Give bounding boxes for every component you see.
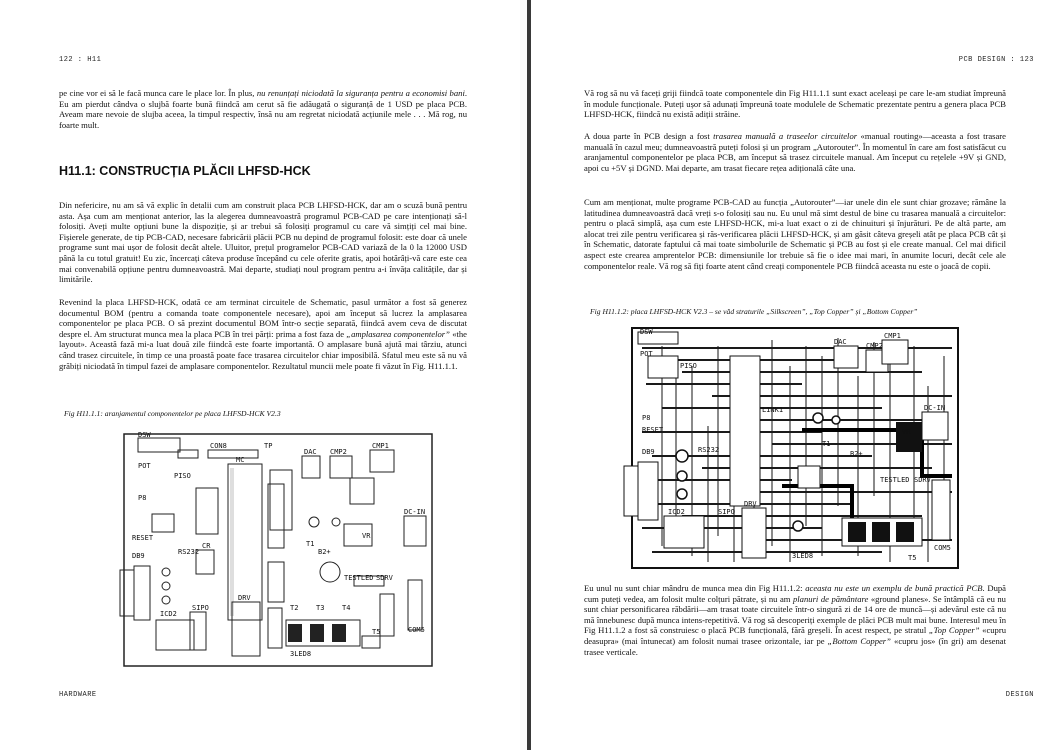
board-label: DC-IN	[404, 508, 426, 516]
intro-paragraph	[59, 88, 467, 130]
text-run: «the layout». Această fază mi-a luat două zile fiindcă este foarte importantă. O amplasare bună ajută mai târziu, atunci când trasez circuitele, în timp ce una proastă poate face trasarea circuitelor chiar imposibilă. Sfatul meu este să nu vă grăbiți niciodată în timpul fazei de amplasare componentelor. Rezultatul muncii mele poate fi văzut în Fig. H11.1.1.	[59, 328, 467, 371]
board-label: DSW	[138, 431, 151, 439]
pcb-layout-figure	[118, 430, 438, 670]
board-label: SIPO	[718, 508, 735, 516]
board-label: 3LED8	[290, 650, 312, 658]
board-label: T3	[316, 604, 325, 612]
emphasis-text: planuri de pământare	[793, 593, 869, 604]
board-label: T1	[822, 440, 831, 448]
body-paragraph-3	[59, 297, 467, 371]
emphasis-text: „amplasarea componentelor”	[346, 328, 450, 339]
figure-caption-1: Fig H11.1.1: aranjamentul componentelor pe placa LHFSD-HCK V2.3	[64, 409, 281, 418]
board-label: TP	[264, 442, 273, 450]
board-label: PISO	[174, 472, 191, 480]
board-label: SDRV	[376, 574, 393, 582]
page-footer-left: HARDWARE	[59, 691, 97, 699]
left-page	[0, 0, 527, 750]
board-label: 3LED8	[792, 552, 814, 560]
right-page	[531, 0, 1059, 750]
body-paragraph-1: Vă rog să nu vă faceți griji fiindcă toate componentele din Fig H11.1.1 sunt exact aceleași pe care le-am studiat împreună în module funcționale. Puteți ușor să adunați împreună toate modulele de Schematic prezentate pentru a genera placa PCB LHFSD-HCK, fiindcă nu există adiții străine.	[584, 88, 1006, 120]
board-label: T5	[372, 628, 381, 636]
board-label: DRV	[238, 594, 251, 602]
text-run: «manual routing»—aceasta a fost trasare manuală în cazul meu; dumneavoastră puteți folosi și un program „Autorouter”. În momentul în care am fost satisfăcut cu aranjamentul componentelor pe placa PCB, am început să trasez circuitele manual. Am început cu rețelele +9V și GND, apoi cu +5V și DGND. Mai departe, am trasat fiecare rețea adițională câte una.	[584, 131, 1006, 173]
board-label: CMP2	[866, 342, 883, 350]
board-label: POT	[138, 462, 151, 470]
board-label: MC	[236, 456, 245, 464]
emphasis-text: nu renunțați niciodată la siguranța pentru a economisi bani	[256, 88, 465, 98]
body-paragraph-2	[584, 131, 1006, 173]
emphasis-text: aceasta nu este un exemplu de bună practică PCB	[805, 583, 983, 593]
board-label: DC-IN	[924, 404, 946, 412]
board-label: VR	[902, 428, 911, 436]
text-run: . Eu am pierdut cândva o slujbă foarte bună fiindcă am cerut să fie adăugată o siguranță de 1 USD pe placa PCB. Aveam mare nevoie de slujba aceea, la timpul respectiv, însă nu am regretat niciodată acțiunile mele . . . Mă rog, nu foarte mult.	[59, 88, 467, 130]
text-run: «cupru jos» (în gri) am desenat trasee verticale.	[584, 635, 1006, 657]
text-run: Eu unul nu sunt chiar mândru de munca mea din Fig H11.1.2:	[584, 583, 806, 593]
board-label: CR	[202, 542, 211, 550]
board-label: DAC	[304, 448, 317, 456]
text-run: pe cine vor ei să le facă munca care le place lor. În plus,	[59, 88, 257, 98]
body-paragraph-3: Cum am menționat, multe programe PCB-CAD au funcția „Autorouter”—iar unele din ele sunt chiar grozave; rămâne la latitudinea dumneavoastră dacă vreți s-o folosiți sau nu. Eu unul mă simt destul de bine cu trasarea manuală a circuitelor: pentru o placă simplă, așa cum este LHFSD-HCK, mi-a luat exact o zi de chinuituri și înjurături. Pe de altă parte, am alocat trei zile pentru verificarea și răs-verificarea plăcii LHFSD-HCK, și am găsit câteva greșeli atât pe placa PCB cât și în Schematic, datorate faptului că mai toate simbolurile de Schematic și PCB au fost și ele create manual. Cel mai dificil aspect este crearea amprentelor PCB: dimensiunile lor trebuie să fie o idee mai mari, în anumite locuri, decât cele ale componentelor reale. Vă rog să fiți foarte atent când creați componentele PCB fiindcă aceasta nu este o joacă de copii.	[584, 197, 1006, 271]
board-label: PISO	[680, 362, 697, 370]
body-paragraph-4	[584, 583, 1006, 657]
board-label: SIPO	[192, 604, 209, 612]
body-paragraph-2: Din nefericire, nu am să vă explic în detalii cum am construit placa PCB LHFSD-HCK, dar am o scuză bună pentru asta. Așa cum am menționat anterior, las la alegerea dumneavoastră programul PCB-CAD pe care intenționați să-l folosiți. Aveți multe opțiuni bune la dispoziție, și ar trebui să folosiți programul cu care vă simțiți cel mai bine. Fișierele generate, de tip PCB-CAD, necesare fabricării plăcii PCB nu depind de programul folosit: este doar că unele programe sunt mai ușor de folosit decât altele. Uluitor, prețul programelor PCB-CAD variază de la 0 la 12000 USD până la cu totul gratuit! Eu zic, încercați câteva produse începând cu cele oferite gratis, apoi hotărâți-vă care este cea mai convenabilă opțiune pentru dumneavoastră. Mai departe, studiați noul program pentru a-i învăța calitățile, dar și limitările.	[59, 200, 467, 285]
board-label: DB9	[132, 552, 145, 560]
board-label: DAC	[834, 338, 847, 346]
board-label: LINK1	[762, 406, 784, 414]
emphasis-text: „Bottom Copper”	[827, 635, 891, 646]
pcb-layout-drawing	[118, 430, 438, 670]
pcb-copper-figure	[622, 326, 962, 571]
text-run: «cupru deasupra» (mai întunecat) am folosit numai trasee orizontale, iar pe	[584, 625, 1007, 646]
section-heading: H11.1: CONSTRUCȚIA PLĂCII LHFSD-HCK	[59, 164, 311, 178]
figure-caption-2: Fig H11.1.2: placa LHFSD-HCK V2.3 – se văd straturile „Silkscreen”, „Top Copper” și „Bottom Copper”	[590, 307, 918, 316]
board-label: CON8	[210, 442, 227, 450]
board-label: RS232	[178, 548, 200, 556]
board-label: VR	[362, 532, 371, 540]
board-label: DRV	[744, 500, 757, 508]
board-label: T5	[908, 554, 917, 562]
board-label: ICD2	[668, 508, 685, 516]
emphasis-text: „Top Copper”	[928, 625, 980, 636]
board-label: TESTLED	[344, 574, 374, 582]
board-label: T2	[290, 604, 299, 612]
board-label: CMP1	[884, 332, 901, 340]
pcb-copper-drawing	[622, 326, 962, 571]
board-label: P8	[138, 494, 147, 502]
board-label: RESET	[642, 426, 664, 434]
board-label: T4	[342, 604, 351, 612]
page-footer-right: DESIGN	[1005, 691, 1034, 699]
board-label: CMP2	[330, 448, 347, 456]
text-run: A doua parte în PCB design a fost	[584, 131, 714, 141]
board-label: P8	[642, 414, 651, 422]
board-label: POT	[640, 350, 653, 358]
board-label: DB9	[642, 448, 655, 456]
board-label: SDRV	[914, 476, 931, 484]
emphasis-text: trasarea manuală a traseelor circuitelor	[713, 131, 858, 141]
board-label: RS232	[698, 446, 720, 454]
board-label: TESTLED	[880, 476, 910, 484]
page-header-right: PCB DESIGN : 123	[958, 56, 1034, 64]
text-run: «ground planes». Se întâmplă că eu nu sunt chiar personificarea răbdării—am trasat toate circuitele într-o singură zi de 14 ore de muncă—și adevărul este că nu mă înnebunesc după munca intens-repetitivă. Vă rog să descoperiți exemple de plăci PCB mult mai bune. Interesul meu în Fig H11.1.2 a fost să construiesc o placă PCB funcțională, fără greșeli. În acest respect, pe stratul	[584, 593, 1006, 636]
board-label: T1	[306, 540, 315, 548]
page-header-left: 122 : H11	[59, 56, 102, 64]
board-label: COM5	[934, 544, 951, 552]
board-label: DSW	[640, 328, 653, 336]
board-label: COM5	[408, 626, 425, 634]
board-label: B2+	[850, 450, 863, 458]
text-run: Revenind la placa LHFSD-HCK, odată ce am terminat circuitele de Schematic, pasul următor a fost să generez documentul BOM (pentru a comanda toate componentele necesare), apoi am început să lucrez la amplasarea componentelor pe placa PCB. O să prezint documentul BOM într-o secție separată, fiindcă avem ceva de discutat despre el. Am structurat munca mea la placa PCB în trei părți: prima a fost faza de	[59, 297, 467, 339]
board-label: B2+	[318, 548, 331, 556]
board-label: ICD2	[160, 610, 177, 618]
board-label: RESET	[132, 534, 154, 542]
text-run: . După cum puteți vedea, am folosit multe colțuri pătrate, și nu am	[584, 583, 1006, 604]
board-label: CMP1	[372, 442, 389, 450]
